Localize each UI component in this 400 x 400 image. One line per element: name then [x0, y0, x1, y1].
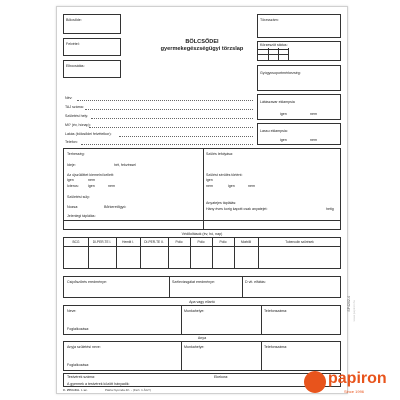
label-igen: igen [67, 178, 74, 182]
vac-col-diperte1: DI-PER-TE I. [92, 240, 112, 244]
label-igen: igen [88, 184, 95, 188]
label-szules-serules: Szülést sérülés történt: [206, 173, 243, 177]
vac-col-hemiit: Hemiit I. [122, 240, 134, 244]
health-record-sheet [56, 6, 348, 394]
section-anya: Anya [197, 336, 207, 340]
grid-line [258, 54, 288, 55]
father-box [63, 305, 341, 335]
label-anyja-neve: Anyja születési neve: [67, 345, 101, 349]
label-nem: nem [108, 184, 115, 188]
label-ev-honap: Mi? (év, hónap): [65, 123, 91, 127]
box-elbocsatas [63, 60, 121, 78]
label-foglalkozasa: Foglalkozása: [67, 363, 90, 367]
box-felvetel [63, 38, 121, 56]
label-foglalkozasa: Foglalkozása: [67, 327, 90, 331]
divider [242, 277, 243, 298]
box-gyogycsoport [257, 65, 341, 91]
divider [64, 220, 341, 221]
vac-col-polio1: Polio [175, 240, 183, 244]
grid-line [278, 48, 279, 61]
label-felvetel: Felvétel: [66, 42, 80, 46]
vac-col-diperte2: DI-PER-TE II. [144, 240, 164, 244]
label-torzsszam: Törzsszám: [260, 18, 279, 22]
label-lataszavar: Látászavar eklampsia [260, 100, 295, 104]
label-icterus: Icterus: [67, 184, 79, 188]
section-apa: Apa vagy ellartó [189, 300, 215, 304]
label-igen: igen [228, 184, 235, 188]
label-telefonszama: Telefonszáma: [264, 345, 288, 349]
divider [169, 277, 170, 298]
label-no: nem [310, 112, 317, 116]
label-yes: igen [280, 112, 287, 116]
label-hany-eves: Hány éves korig kapott csak anyatejet: [206, 207, 268, 211]
label-het: hét, fekvéssel [114, 163, 136, 167]
label-szelevizsgalat: Szélevizsgálat eredménye: [172, 280, 215, 284]
box-pregnancy-birth [63, 148, 341, 230]
label-terhesseg: Terhesség: [67, 152, 85, 156]
divider [181, 342, 182, 371]
fill-line [81, 144, 253, 145]
vaccination-heading: Védőoltások (év, hó, nap) [181, 232, 223, 236]
fill-line [85, 109, 253, 110]
label-nem: nem [206, 184, 213, 188]
box-korzet-status [257, 41, 341, 61]
label-borkeret: Bőrkeretőgyó: [104, 205, 127, 209]
papiron-logo-icon [304, 371, 326, 393]
label-lakas: Lakás (bölcsődei felvételkor): [65, 132, 112, 136]
label-hanyadik: A gyermek a testvérek között hányadik: [67, 382, 130, 386]
label-munkahelye: Munkahelye: [184, 309, 205, 313]
papiron-logo [300, 370, 400, 400]
form-title-line2: gyermekegészségügyi törzslap [160, 46, 244, 52]
label-szules-lefolyasa: Szülés lefolyása: [206, 152, 233, 156]
divider [181, 306, 182, 335]
label-ideje: Ideje: [67, 163, 76, 167]
label-nozsa: Nozsa: [67, 205, 79, 209]
box-lassu-eklampsia [257, 123, 341, 145]
vac-col-morbilli: Morbilli [240, 240, 252, 244]
vac-col-polio2: Polio [197, 240, 205, 244]
divider [261, 306, 262, 335]
label-igen: igen [206, 178, 213, 182]
mother-box [63, 341, 341, 371]
box-torzsszam [257, 14, 341, 38]
label-korzet-status: Körzeszöt státus: [260, 43, 288, 47]
vac-col-tuberculin: Tuberculin szűrések [285, 240, 314, 244]
fill-line [89, 127, 253, 128]
vac-col-polio3: Polio [219, 240, 227, 244]
box-bolcsode [63, 14, 121, 34]
label-nev: Név: [65, 96, 73, 100]
label-anyatejes: Anyatejes táplálás: [206, 201, 237, 205]
label-csipoeszures: Csípőszűrés eredménye: [67, 280, 107, 284]
brand-tagline: Since 1996 [344, 389, 365, 394]
label-ujszulott: Az újszülöttet kiemelni kellett: [67, 173, 114, 177]
label-yes: igen [280, 138, 287, 142]
label-telefon: Telefon: [65, 140, 78, 144]
side-code: SP4202-4 [347, 296, 351, 312]
label-hetig: hetig [326, 207, 334, 211]
label-jelenlegi-taplalas: Jelenlegi táplálás: [67, 214, 96, 218]
label-lassu-eklampsia: Lassu eklampsia: [260, 129, 288, 133]
print-code: C. 2554-6/A. r. sz. [63, 388, 88, 392]
vaccination-table [63, 237, 341, 269]
box-lataszavar [257, 94, 341, 120]
grid-line [258, 49, 288, 50]
label-taj: TAJ száma: [65, 105, 84, 109]
divider [203, 149, 204, 230]
vac-col-bcg: BCG [72, 240, 80, 244]
label-testverek-szama: Testvérek száma: [67, 375, 95, 379]
screening-box [63, 276, 341, 298]
divider [261, 342, 262, 371]
grid-line [288, 48, 289, 61]
label-szuletesi-hely: Születési hely: [65, 114, 89, 118]
label-nem: nem [248, 184, 255, 188]
label-ekekora: Ekekora: [214, 375, 229, 379]
label-neve: Neve: [67, 309, 77, 313]
label-szuletesi-suly: Születési súly: [67, 195, 90, 199]
fill-line [119, 136, 253, 137]
form-title-line1: BÖLCSŐDEI [185, 39, 219, 45]
label-elbocsatas: Elbocsátás: [66, 64, 85, 68]
print-extra: Pátria Nyomda Zrt. - (Fszt. 1 ÁGY) [105, 388, 152, 392]
fill-line [77, 100, 253, 101]
label-no: nem [310, 138, 317, 142]
label-telefonszama: Telefonszáma: [264, 309, 288, 313]
label-bolcsode: Bölcsőde: [66, 18, 82, 22]
brand-name: papiron [328, 370, 387, 387]
label-gyogycsoport: Gyógycsoportmérkezség: [260, 71, 301, 75]
grid-line [268, 48, 269, 61]
divider [64, 246, 341, 247]
watermark-url: www.papiron.hu [352, 300, 356, 322]
label-munkahelye: Munkahelye: [184, 345, 205, 349]
label-nem: nem [88, 178, 95, 182]
label-dvit: D vit. elfátás: [245, 280, 266, 284]
fill-line [91, 118, 253, 119]
